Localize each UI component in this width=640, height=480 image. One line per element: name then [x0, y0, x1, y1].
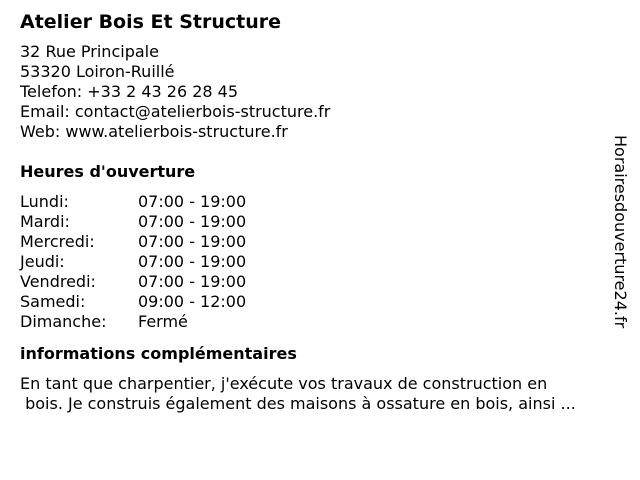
info-line: En tant que charpentier, j'exécute vos travaux de construction en: [20, 374, 548, 393]
opening-hours-table: [20, 192, 246, 332]
info-line: bois. Je construis également des maisons à ossature en bois, ainsi ...: [20, 394, 576, 413]
business-name: Atelier Bois Et Structure: [20, 11, 282, 33]
hours-time: 09:00 - 12:00: [138, 292, 247, 311]
hours-day: Mercredi:: [20, 232, 95, 251]
hours-day: Jeudi:: [20, 252, 65, 271]
hours-time: Fermé: [138, 312, 188, 331]
hours-time: 07:00 - 19:00: [138, 192, 247, 211]
hours-time: 07:00 - 19:00: [138, 232, 247, 251]
hours-day: Dimanche:: [20, 312, 107, 331]
brand-vertical-text: Horairesdouverture24.fr: [611, 135, 630, 329]
additional-info-text: [20, 374, 610, 414]
hours-day: Samedi:: [20, 292, 86, 311]
hours-row: [20, 252, 246, 272]
hours-row: [20, 272, 246, 292]
hours-time: 07:00 - 19:00: [138, 272, 247, 291]
hours-row: [20, 232, 246, 252]
hours-time: 07:00 - 19:00: [138, 212, 247, 231]
street-address: 32 Rue Principale: [20, 42, 159, 61]
hours-day: Lundi:: [20, 192, 69, 211]
hours-day: Mardi:: [20, 212, 70, 231]
opening-hours-heading: Heures d'ouverture: [20, 162, 196, 181]
hours-row: [20, 312, 246, 332]
website-link[interactable]: Web: www.atelierbois-structure.fr: [20, 122, 288, 141]
hours-row: [20, 292, 246, 312]
business-card: [20, 10, 610, 414]
email-address[interactable]: Email: contact@atelierbois-structure.fr: [20, 102, 331, 121]
hours-row: [20, 212, 246, 232]
hours-day: Vendredi:: [20, 272, 96, 291]
city-address: 53320 Loiron-Ruillé: [20, 62, 175, 81]
additional-info-heading: informations complémentaires: [20, 344, 297, 363]
phone-number[interactable]: Telefon: +33 2 43 26 28 45: [20, 82, 239, 101]
hours-row: [20, 192, 246, 212]
contact-block: [20, 42, 610, 142]
hours-time: 07:00 - 19:00: [138, 252, 247, 271]
